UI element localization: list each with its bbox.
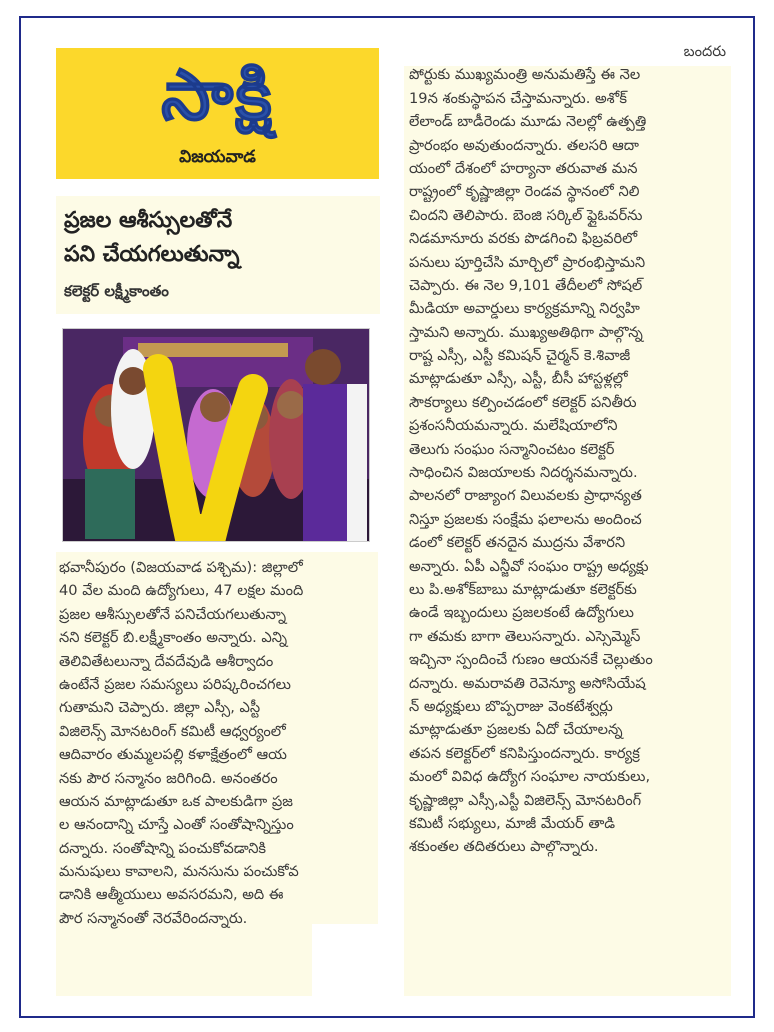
text-line: బందరు	[683, 43, 726, 60]
text-line: 40 వేల మంది ఉద్యోగులు, 47 లక్షల మంది	[59, 582, 304, 600]
article-photo	[62, 328, 370, 542]
text-line: కమిటీ సభ్యులు, మాజీ మేయర్ తాడి	[409, 814, 616, 832]
headline-line-1: ప్రజల ఆశీస్సులతోనే	[64, 208, 233, 233]
text-line: ఆయన మాట్లాడుతూ ఒక పాలకుడిగా ప్రజ	[59, 792, 293, 810]
text-line: మాట్లాడుతూ ప్రజలకు ఏదో చేయాలన్న	[409, 721, 623, 739]
text-line: రాష్ట్రంలో కృష్ణాజిల్లా రెండవ స్థానంలో నిలి	[409, 183, 640, 201]
text-line: నకు పౌర సన్మానం జరిగింది. అనంతరం	[59, 769, 278, 787]
text-line: మనుషులు కావాలని, మనసును పంచుకోవ	[59, 863, 299, 881]
text-line: పోర్టుకు ముఖ్యమంత్రి అనుమతిస్తే ఈ నెల	[409, 66, 641, 84]
text-line: పాలనలో రాజ్యాంగ విలువలకు ప్రాధాన్యత	[409, 487, 642, 505]
text-line: సాధించిన విజయాలకు నిదర్శనమన్నారు.	[409, 464, 638, 482]
text-line: యంలో దేశంలో హర్యానా తరువాత మన	[409, 159, 638, 177]
text-line: తెలుగు సంఘం సన్మానించటం కలెక్టర్	[409, 440, 615, 458]
text-line: నిస్తూ ప్రజలకు సంక్షేమ ఫలాలను అందించ	[409, 510, 642, 528]
headline-panel	[56, 196, 380, 314]
text-line: కృష్ణాజిల్లా ఎస్సీ,ఎస్టీ విజిలెన్స్ మోనటరింగ్	[409, 791, 642, 809]
text-line: గుతామని చెప్పారు. జిల్లా ఎస్సీ, ఎస్టీ	[59, 699, 261, 717]
text-line: దన్నారు. అమరావతి రెవెన్యూ అసోసియేష	[409, 674, 646, 692]
text-line: ఇచ్చినా స్పందించే గుణం ఆయనకే చెల్లుతుం	[409, 651, 653, 669]
headline-line-2: పని చేయగలుతున్నా	[64, 242, 240, 267]
text-line: డంలో కలెక్టర్ తనదైన ముద్రను వేశారని	[409, 534, 626, 552]
text-line: ఆదివారం తుమ్మలపల్లి కళాక్షేత్రంలో ఆయ	[59, 746, 287, 764]
text-line: స్తామని అన్నారు. ముఖ్యఅతిథిగా పాల్గొన్న	[409, 323, 643, 341]
text-line: తెలివితేటలున్నా దేవదేవుడి ఆశీర్వాదం	[59, 652, 274, 670]
text-line: ఉండే ఇబ్బందులు ప్రజలకంటే ఉద్యోగులు	[409, 604, 634, 622]
text-line: మంలో వివిధ ఉద్యోగ సంఘాల నాయకులు,	[409, 768, 651, 786]
text-line: లేలాండ్ బాడీరెండు మూడు నెలల్లో ఉత్పత్తి	[409, 113, 647, 131]
text-line: పనులు పూర్తిచేసి మార్చిలో ప్రారంభిస్తామని	[409, 253, 646, 271]
felicitation-photo-illustration	[63, 329, 369, 541]
article-headline	[64, 204, 239, 272]
text-line: న్ అధ్యక్షులు బొప్పరాజు వెంకటేశ్వర్లు	[409, 697, 613, 715]
text-line: పౌర సన్మానంతో నెరవేరిందన్నారు.	[59, 909, 248, 927]
text-line: ల ఆనందాన్ని చూస్తే ఎంతో సంతోషాన్నిస్తుం	[59, 816, 294, 834]
masthead-title: సాక్షి	[161, 54, 274, 136]
text-line: డానికి ఆత్మీయులు అవసరమని, అది ఈ	[59, 886, 284, 904]
text-line: ఉంటేనే ప్రజల సమస్యలు పరిష్కరించగలు	[59, 675, 291, 693]
text-line: తపన కలెక్టర్‌లో కనిపిస్తుందన్నారు. కార్యక్ర	[409, 744, 640, 762]
text-line: చెప్పారు. ఈ నెల 9,101 తేదీలలో సోషల్	[409, 276, 643, 294]
text-line: అన్నారు. ఏపీ ఎన్జీవో సంఘం రాష్ట్ర అధ్యక్షు	[409, 557, 649, 575]
text-line: నిడమానూరు వరకు పొడగించి ఫిబ్రవరిలో	[409, 230, 638, 248]
text-line: విజిలెన్స్ మోనటరింగ్ కమిటీ ఆధ్వర్యంలో	[59, 722, 286, 740]
left-column-tail-panel	[56, 924, 312, 996]
text-line: ప్రారంభం అవుతుందన్నారు. తలసరి ఆదా	[409, 136, 639, 154]
text-line: ప్రశంసనీయమన్నారు. మలేషియాలోని	[409, 417, 618, 435]
text-line: చిందని తెలిపారు. బెంజి సర్కిల్ ఫ్లైఓవర్‌ను	[409, 206, 643, 224]
text-line: ప్రజల ఆశీస్సులతోనే పనిచేయగలుతున్నా	[59, 605, 287, 623]
text-line: రాష్ట ఎస్సీ, ఎస్టీ కమిషన్ చైర్మన్ కె.శివాజీ	[409, 347, 631, 365]
masthead-edition: విజయవాడ	[179, 147, 256, 167]
article-byline: కలెక్టర్ లక్ష్మీకాంతం	[64, 282, 169, 300]
text-line: దన్నారు. సంతోషాన్ని పంచుకోవడానికి	[59, 839, 267, 857]
text-line: లు పి.అశోక్‌బాబు మాట్లాడుతూ కలెక్టర్‌కు	[409, 580, 637, 598]
text-line: మాట్లాడుతూ ఎస్సీ, ఎస్టీ, బీసీ హాస్టళ్లల్లో	[409, 370, 628, 388]
article-body-left	[59, 556, 303, 930]
text-line: శకుంతల తదితరులు పాల్గొన్నారు.	[409, 838, 599, 856]
text-line: గా తమకు బాగా తెలుసన్నారు. ఎస్సెమ్మెస్	[409, 627, 641, 645]
text-line: మీడియా అవార్డులు కార్యక్రమాన్ని నిర్వహి	[409, 300, 640, 318]
text-line: 19న శంకుస్థాపన చేస్తామన్నారు. అశోక్	[409, 89, 627, 107]
newspaper-masthead	[56, 48, 379, 179]
text-line: భవానీపురం (విజయవాడ పశ్చిమ): జిల్లాలో	[59, 559, 303, 576]
text-line: నని కలెక్టర్ బి.లక్ష్మీకాంతం అన్నారు. ఎన్ని	[59, 629, 288, 647]
article-body-right	[409, 40, 726, 859]
text-line: సౌకర్యాలు కల్పించడంలో కలెక్టర్ పనితీరు	[409, 393, 637, 411]
